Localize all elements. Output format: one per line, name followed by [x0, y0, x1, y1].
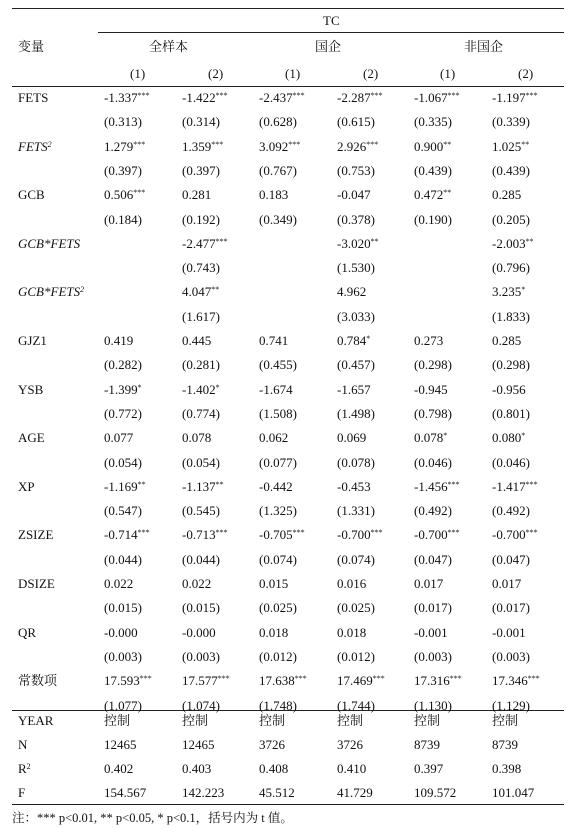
coefficient: 3.235* — [492, 284, 526, 300]
standard-error: (0.015) — [182, 600, 220, 616]
standard-error: (0.047) — [414, 551, 452, 567]
standard-error: (0.439) — [492, 162, 530, 178]
coefficient: 0.069 — [337, 430, 367, 446]
coefficient: 4.962 — [337, 284, 367, 300]
coefficient: -0.047 — [337, 187, 371, 203]
row-label: YSB — [18, 381, 44, 397]
standard-error: (0.184) — [104, 211, 142, 227]
standard-error: (1.325) — [259, 503, 297, 519]
stat-value: 0.398 — [492, 761, 522, 776]
row-label: FETS$^2$ — [18, 138, 52, 154]
row-label: 常数项 — [18, 673, 58, 689]
stat-value: 12465 — [104, 737, 137, 752]
coefficient: 0.015 — [259, 576, 289, 591]
standard-error: (1.748) — [259, 697, 297, 713]
standard-error: (0.753) — [337, 162, 375, 178]
standard-error: (1.833) — [492, 308, 530, 324]
column-number: (2) — [208, 66, 224, 81]
coefficient: 3.092*** — [259, 138, 301, 154]
standard-error: (0.012) — [259, 648, 297, 664]
stat-value: 控制 — [492, 713, 519, 728]
subgroup-header: 国企 — [315, 39, 342, 54]
row-label: GCB*FETS$^2$ — [18, 284, 85, 300]
stat-value: 8739 — [414, 737, 440, 752]
standard-error: (0.798) — [414, 405, 452, 421]
standard-error: (0.743) — [182, 260, 220, 276]
coefficient: 0.080* — [492, 430, 526, 446]
coefficient: 4.047** — [182, 284, 220, 300]
standard-error: (0.074) — [259, 551, 297, 567]
standard-error: (0.767) — [259, 162, 297, 178]
standard-error: (1.744) — [337, 697, 375, 713]
standard-error: (0.192) — [182, 211, 220, 227]
standard-error: (0.801) — [492, 405, 530, 421]
standard-error: (1.508) — [259, 405, 297, 421]
standard-error: (0.455) — [259, 357, 297, 373]
standard-error: (0.025) — [337, 600, 375, 616]
stat-value: 41.729 — [337, 785, 373, 800]
coefficient: 17.577*** — [182, 673, 230, 689]
coefficient: -1.399* — [104, 381, 142, 397]
coefficient: -0.945 — [414, 381, 448, 397]
standard-error: (0.044) — [182, 551, 220, 567]
coefficient: 0.285 — [492, 187, 522, 203]
column-number: (2) — [363, 66, 379, 81]
standard-error: (0.545) — [182, 503, 220, 519]
standard-error: (0.012) — [337, 648, 375, 664]
standard-error: (0.074) — [337, 551, 375, 567]
coefficient: 0.017 — [414, 576, 444, 591]
standard-error: (0.003) — [182, 648, 220, 664]
coefficient: -1.137** — [182, 478, 224, 494]
stat-value: 0.402 — [104, 761, 134, 776]
coefficient: -0.001 — [414, 624, 448, 640]
stat-value: 控制 — [182, 713, 209, 728]
coefficient: -0.700*** — [337, 527, 383, 543]
stat-value: 控制 — [414, 713, 441, 728]
stat-value: 109.572 — [414, 785, 457, 800]
standard-error: (0.017) — [414, 600, 452, 616]
row-label: ZSIZE — [18, 527, 54, 543]
row-label: DSIZE — [18, 576, 55, 591]
coefficient: 1.359*** — [182, 138, 224, 154]
standard-error: (0.313) — [104, 114, 142, 130]
coefficient: -1.067*** — [414, 90, 460, 105]
coefficient: -0.000 — [182, 624, 216, 640]
standard-error: (0.281) — [182, 357, 220, 373]
standard-error: (1.498) — [337, 405, 375, 421]
coefficient: 0.078 — [182, 430, 212, 446]
standard-error: (0.492) — [492, 503, 530, 519]
stat-value: 0.410 — [337, 761, 367, 776]
coefficient: 0.018 — [337, 624, 367, 640]
column-number: (1) — [285, 66, 301, 81]
standard-error: (0.615) — [337, 114, 375, 130]
coefficient: 1.279*** — [104, 138, 146, 154]
standard-error: (0.547) — [104, 503, 142, 519]
standard-error: (0.774) — [182, 405, 220, 421]
standard-error: (0.017) — [492, 600, 530, 616]
stat-value: 101.047 — [492, 785, 535, 800]
coefficient: 0.445 — [182, 333, 212, 348]
standard-error: (0.457) — [337, 357, 375, 373]
subgroup-header: 非国企 — [464, 39, 504, 54]
coefficient: -0.453 — [337, 478, 371, 494]
stat-value: 154.567 — [104, 785, 147, 800]
coefficient: 2.926*** — [337, 138, 379, 154]
standard-error: (0.003) — [414, 648, 452, 664]
standard-error: (0.335) — [414, 114, 452, 130]
standard-error: (0.397) — [182, 162, 220, 178]
stat-value: 3726 — [259, 737, 285, 752]
standard-error: (3.033) — [337, 308, 375, 324]
coefficient: 17.316*** — [414, 673, 462, 689]
standard-error: (0.046) — [492, 454, 530, 470]
standard-error: (1.077) — [104, 697, 142, 713]
coefficient: -0.001 — [492, 624, 526, 640]
standard-error: (0.796) — [492, 260, 530, 276]
subgroup-header: 全样本 — [149, 39, 189, 54]
standard-error: (0.339) — [492, 114, 530, 130]
standard-error: (0.397) — [104, 162, 142, 178]
coefficient: 0.078* — [414, 430, 448, 446]
coefficient: 17.638*** — [259, 673, 307, 689]
standard-error: (0.044) — [104, 551, 142, 567]
standard-error: (1.074) — [182, 697, 220, 713]
coefficient: -1.402* — [182, 381, 220, 397]
standard-error: (0.205) — [492, 211, 530, 227]
table-note: 注：*** p<0.01, ** p<0.05, * p<0.1，括号内为 t 值。 — [12, 811, 293, 825]
standard-error: (0.077) — [259, 454, 297, 470]
header-rule — [12, 86, 564, 87]
coefficient: -1.456*** — [414, 478, 460, 494]
stat-value: 控制 — [337, 713, 364, 728]
coefficient: -3.020** — [337, 235, 379, 251]
standard-error: (0.190) — [414, 211, 452, 227]
coefficient: -2.437*** — [259, 90, 305, 105]
standard-error: (0.492) — [414, 503, 452, 519]
coefficient: 0.506*** — [104, 187, 146, 203]
stat-label: N — [18, 737, 28, 752]
standard-error: (1.129) — [492, 697, 530, 713]
standard-error: (0.314) — [182, 114, 220, 130]
stat-value: 0.403 — [182, 761, 212, 776]
standard-error: (1.331) — [337, 503, 375, 519]
coefficient: -1.417*** — [492, 478, 538, 494]
stat-value: 142.223 — [182, 785, 225, 800]
coefficient: 0.017 — [492, 576, 522, 591]
coefficient: 0.022 — [182, 576, 212, 591]
coefficient: -0.956 — [492, 381, 526, 397]
standard-error: (0.298) — [414, 357, 452, 373]
coefficient: -1.657 — [337, 381, 371, 397]
standard-error: (0.003) — [492, 648, 530, 664]
standard-error: (0.282) — [104, 357, 142, 373]
standard-error: (0.054) — [182, 454, 220, 470]
standard-error: (0.046) — [414, 454, 452, 470]
row-label: GCB — [18, 187, 45, 203]
coefficient: 0.419 — [104, 333, 134, 348]
coefficient: -1.337*** — [104, 90, 150, 105]
standard-error: (0.025) — [259, 600, 297, 616]
standard-error: (0.047) — [492, 551, 530, 567]
row-label: AGE — [18, 430, 45, 446]
coefficient: -0.000 — [104, 624, 138, 640]
stat-value: 12465 — [182, 737, 215, 752]
stat-label: YEAR — [18, 713, 54, 728]
var-header: 变量 — [18, 39, 45, 54]
coefficient: -2.477*** — [182, 235, 228, 251]
row-label: GCB*FETS — [18, 235, 81, 251]
coefficient: 0.472** — [414, 187, 452, 203]
coefficient: -1.674 — [259, 381, 293, 397]
coefficient: -0.442 — [259, 478, 293, 494]
row-label: XP — [18, 478, 35, 494]
row-label: QR — [18, 624, 37, 640]
stat-label: $R^2$ — [18, 761, 31, 776]
tc-rule — [98, 32, 564, 33]
column-number: (2) — [518, 66, 534, 81]
top-rule — [12, 8, 564, 9]
coefficient: 1.025** — [492, 138, 530, 154]
row-label: GJZ1 — [18, 333, 47, 348]
coefficient: 0.018 — [259, 624, 289, 640]
standard-error: (0.772) — [104, 405, 142, 421]
coefficient: -0.700*** — [414, 527, 460, 543]
standard-error: (0.298) — [492, 357, 530, 373]
coefficient: 0.281 — [182, 187, 212, 203]
stat-value: 0.397 — [414, 761, 444, 776]
standard-error: (0.349) — [259, 211, 297, 227]
coefficient: 17.346*** — [492, 673, 540, 689]
coefficient: -2.003** — [492, 235, 534, 251]
stat-value: 8739 — [492, 737, 518, 752]
coefficient: -0.700*** — [492, 527, 538, 543]
group-header: TC — [323, 13, 340, 28]
stat-value: 3726 — [337, 737, 363, 752]
coefficient: 0.077 — [104, 430, 134, 446]
coefficient: 17.593*** — [104, 673, 152, 689]
standard-error: (0.378) — [337, 211, 375, 227]
standard-error: (0.054) — [104, 454, 142, 470]
coefficient: -1.422*** — [182, 90, 228, 105]
coefficient: -2.287*** — [337, 90, 383, 105]
coefficient: 0.285 — [492, 333, 522, 348]
standard-error: (0.628) — [259, 114, 297, 130]
standard-error: (0.015) — [104, 600, 142, 616]
standard-error: (1.130) — [414, 697, 452, 713]
coefficient: 17.469*** — [337, 673, 385, 689]
standard-error: (0.003) — [104, 648, 142, 664]
stat-label: F — [18, 785, 26, 800]
coefficient: 0.183 — [259, 187, 289, 203]
coefficient: -0.713*** — [182, 527, 228, 543]
bottom-rule — [12, 804, 564, 805]
coefficient: -0.705*** — [259, 527, 305, 543]
coefficient: 0.062 — [259, 430, 289, 446]
column-number: (1) — [130, 66, 146, 81]
stat-value: 0.408 — [259, 761, 289, 776]
coefficient: 0.741 — [259, 333, 289, 348]
standard-error: (0.439) — [414, 162, 452, 178]
coefficient: 0.016 — [337, 576, 367, 591]
stat-value: 控制 — [259, 713, 286, 728]
coefficient: -1.197*** — [492, 90, 538, 105]
coefficient: -1.169** — [104, 478, 146, 494]
coefficient: 0.784* — [337, 333, 371, 348]
standard-error: (0.078) — [337, 454, 375, 470]
column-number: (1) — [440, 66, 456, 81]
row-label: FETS — [18, 90, 49, 105]
stat-value: 45.512 — [259, 785, 295, 800]
coefficient: 0.022 — [104, 576, 134, 591]
standard-error: (1.530) — [337, 260, 375, 276]
coefficient: -0.714*** — [104, 527, 150, 543]
coefficient: 0.900** — [414, 138, 452, 154]
standard-error: (1.617) — [182, 308, 220, 324]
coefficient: 0.273 — [414, 333, 444, 348]
stat-value: 控制 — [104, 713, 131, 728]
